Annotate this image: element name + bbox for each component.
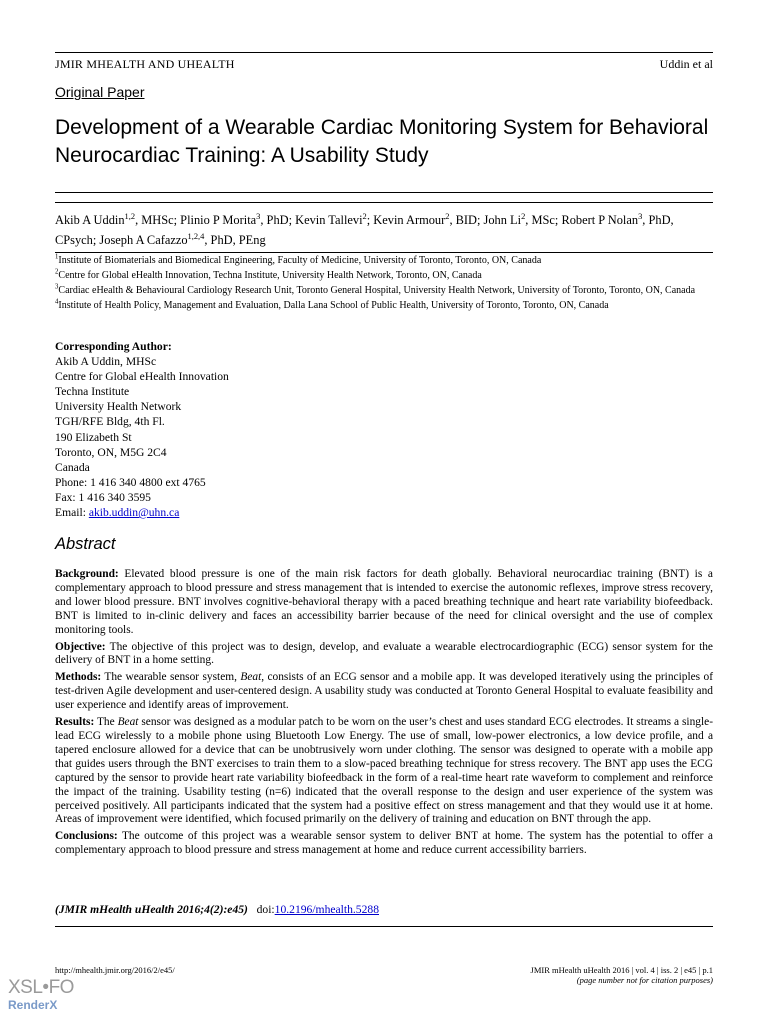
email-label: Email: — [55, 506, 89, 520]
author-affiliation-number: 2 — [521, 210, 526, 221]
footer-issue-info — [531, 965, 713, 985]
author-affiliation-number: 1,2,4 — [187, 230, 205, 241]
footer-issue: JMIR mHealth uHealth 2016 | vol. 4 | iss. 2 | e45 | p.1 — [530, 965, 713, 975]
affiliation-number: 1 — [55, 253, 59, 261]
section-label: Objective: — [55, 640, 106, 653]
corresponding-author-heading: Corresponding Author: — [55, 340, 172, 353]
section-text: , consists of an ECG sensor and a mobile app. It was developed iteratively using the principles of test-driven Agile development and user-centered design. A usability study was conducted at Toronto General Hospital to evaluate feasibility and user experience and identify areas of improvement. — [55, 671, 713, 712]
affiliation-list — [55, 254, 715, 314]
email-link[interactable]: akib.uddin@uhn.ca — [88, 506, 180, 520]
author-name: Robert P Nolan — [561, 213, 639, 227]
section-text-italic: Beat — [240, 671, 262, 684]
section-text-italic: Beat — [117, 716, 139, 729]
running-head — [55, 52, 713, 71]
section-label: Conclusions: — [55, 830, 118, 843]
title-rule-bottom — [55, 202, 713, 203]
author-affiliation-number: 1,2 — [124, 210, 136, 221]
author-affiliation-number: 2 — [362, 210, 367, 221]
author-degrees: , MSc; — [525, 213, 562, 227]
corresponding-line: Fax: 1 416 340 3595 — [55, 490, 151, 504]
affiliation-text: Centre for Global eHealth Innovation, Techna Institute, University Health Network, Toronto, ON, Canada — [58, 270, 482, 281]
abstract-heading: Abstract — [55, 535, 116, 553]
abstract-results — [55, 716, 713, 827]
affiliation-text: Institute of Health Policy, Management and Evaluation, Dalla Lana School of Public Health, University of Toronto, Toronto, ON, Canada — [58, 300, 609, 311]
author-list — [55, 210, 715, 250]
author-degrees: , PhD, CPsych; — [55, 213, 674, 247]
affiliation-number: 2 — [55, 268, 59, 276]
citation-line — [55, 903, 655, 916]
author-affiliation-number: 3 — [638, 210, 643, 221]
corresponding-line: University Health Network — [55, 400, 182, 414]
corresponding-line: Toronto, ON, M5G 2C4 — [55, 445, 167, 459]
affiliation-number: 3 — [55, 283, 59, 291]
author-name: Kevin Armour — [373, 213, 446, 227]
corresponding-line: Centre for Global eHealth Innovation — [55, 370, 229, 384]
journal-name: JMIR MHEALTH AND UHEALTH — [55, 57, 235, 71]
section-label: Background: — [55, 568, 119, 580]
author-degrees: ; — [366, 213, 374, 227]
corresponding-line: Akib A Uddin, MHSc — [55, 355, 157, 369]
abstract-conclusions — [55, 830, 713, 858]
author-name: Plinio P Morita — [180, 213, 257, 227]
doi-label: doi: — [256, 903, 275, 916]
article-type: Original Paper — [55, 84, 145, 100]
citation-text: (JMIR mHealth uHealth 2016;4(2):e45) — [55, 903, 248, 916]
author-affiliation-number: 3 — [256, 210, 261, 221]
footer-url[interactable]: http://mhealth.jmir.org/2016/2/e45/ — [55, 965, 175, 975]
abstract-methods — [55, 671, 713, 713]
author-degrees: , PhD, PEng — [204, 233, 266, 247]
abstract-body — [55, 568, 713, 861]
affiliation-item — [55, 299, 715, 312]
corresponding-author-block — [55, 339, 555, 520]
corresponding-line: TGH/RFE Bldg, 4th Fl. — [55, 415, 165, 429]
section-text: The outcome of this project was a wearable sensor system to deliver BNT at home. The system has the potential to offer a complementary approach to blood pressure and stress management at home and reduce current accessibility barriers. — [55, 830, 713, 857]
affiliation-text: Cardiac eHealth & Behavioural Cardiology Research Unit, Toronto General Hospital, University Health Network, University of Toronto, Toronto, ON, Canada — [58, 285, 696, 296]
logo-bottom-text: RenderX — [8, 998, 58, 1012]
abstract-objective — [55, 641, 713, 669]
author-degrees: , PhD; — [260, 213, 296, 227]
renderx-logo — [8, 978, 74, 1012]
author-affiliation-number: 2 — [445, 210, 450, 221]
author-degrees: , MHSc; — [135, 213, 181, 227]
affiliation-number: 4 — [55, 298, 59, 306]
section-label: Results: — [55, 716, 95, 729]
author-name: Akib A Uddin — [55, 213, 125, 227]
authors-rule — [55, 252, 713, 253]
abstract-background — [55, 568, 713, 638]
affiliation-item — [55, 284, 715, 297]
corresponding-line: Canada — [55, 460, 90, 474]
corresponding-line: Phone: 1 416 340 4800 ext 4765 — [55, 475, 206, 489]
section-text: sensor was designed as a modular patch to be worn on the user’s chest and uses standard ECG electrodes. It streams a single-lead ECG wirelessly to a mobile phone using Bluetooth Low Energy. The use of small, low-power electronics, a low device profile, and a tapered enclosure allowed for a device that can be unobtrusively worn under clothing. The sensor was designed to operate with a mobile app that guides users through the BNT exercises to train them to a slow-paced breathing technique for stress recovery. The BNT app uses the ECG captured by the sensor to provide heart rate variability biofeedback in the form of a real-time heart rate waveform to complement and reinforce the impact of the training. Usability testing (n=6) indicated that the overall response to the design and user experience of the system was perceived positively. All participants indicated that the system had a positive effect on stress management and that they would use it at home. Areas of improvement were identified, which focused primarily on the delivery of training and education on BNT through the app. — [55, 716, 713, 826]
section-text: The wearable sensor system, — [104, 671, 241, 684]
running-author: Uddin et al — [659, 57, 713, 71]
corresponding-line: Techna Institute — [55, 385, 130, 399]
article-title: Development of a Wearable Cardiac Monitoring System for Behavioral Neurocardiac Training: A Usability Study — [55, 116, 709, 167]
email-line — [55, 505, 555, 520]
author-name: Joseph A Cafazzo — [99, 233, 188, 247]
author-name: Kevin Tallevi — [295, 213, 363, 227]
affiliation-text: Institute of Biomaterials and Biomedical Engineering, Faculty of Medicine, University of Toronto, Toronto, ON, Canada — [58, 255, 542, 266]
corresponding-line: 190 Elizabeth St — [55, 430, 132, 444]
logo-top-text: XSL•FO — [8, 977, 74, 998]
doi-link[interactable]: 10.2196/mhealth.5288 — [274, 903, 379, 916]
section-text: The objective of this project was to design, develop, and evaluate a wearable electrocardiographic (ECG) sensor system for the delivery of BNT in a home setting. — [55, 640, 713, 667]
section-text: The — [96, 716, 118, 729]
affiliation-item — [55, 254, 715, 267]
author-degrees: , BID; — [449, 213, 484, 227]
citation-rule — [55, 926, 713, 927]
author-name: John Li — [483, 213, 522, 227]
footer-note: (page number not for citation purposes) — [576, 975, 713, 985]
affiliation-item — [55, 269, 715, 282]
section-text: Elevated blood pressure is one of the main risk factors for death globally. Behavioral neurocardiac training (BNT) is a complementary approach to blood pressure and stress management that is intended to exercise the autonomic reflexes, improve stress recovery, and lower blood pressure. BNT involves cognitive-behavioral therapy with a paced breathing technique and heart rate variability biofeedback. BNT is limited to in-clinic delivery and faces an accessibility barrier because of the need for clinical oversight and the use of complex monitoring tools. — [55, 568, 713, 636]
title-rule-top — [55, 192, 713, 193]
section-label: Methods: — [55, 671, 102, 684]
